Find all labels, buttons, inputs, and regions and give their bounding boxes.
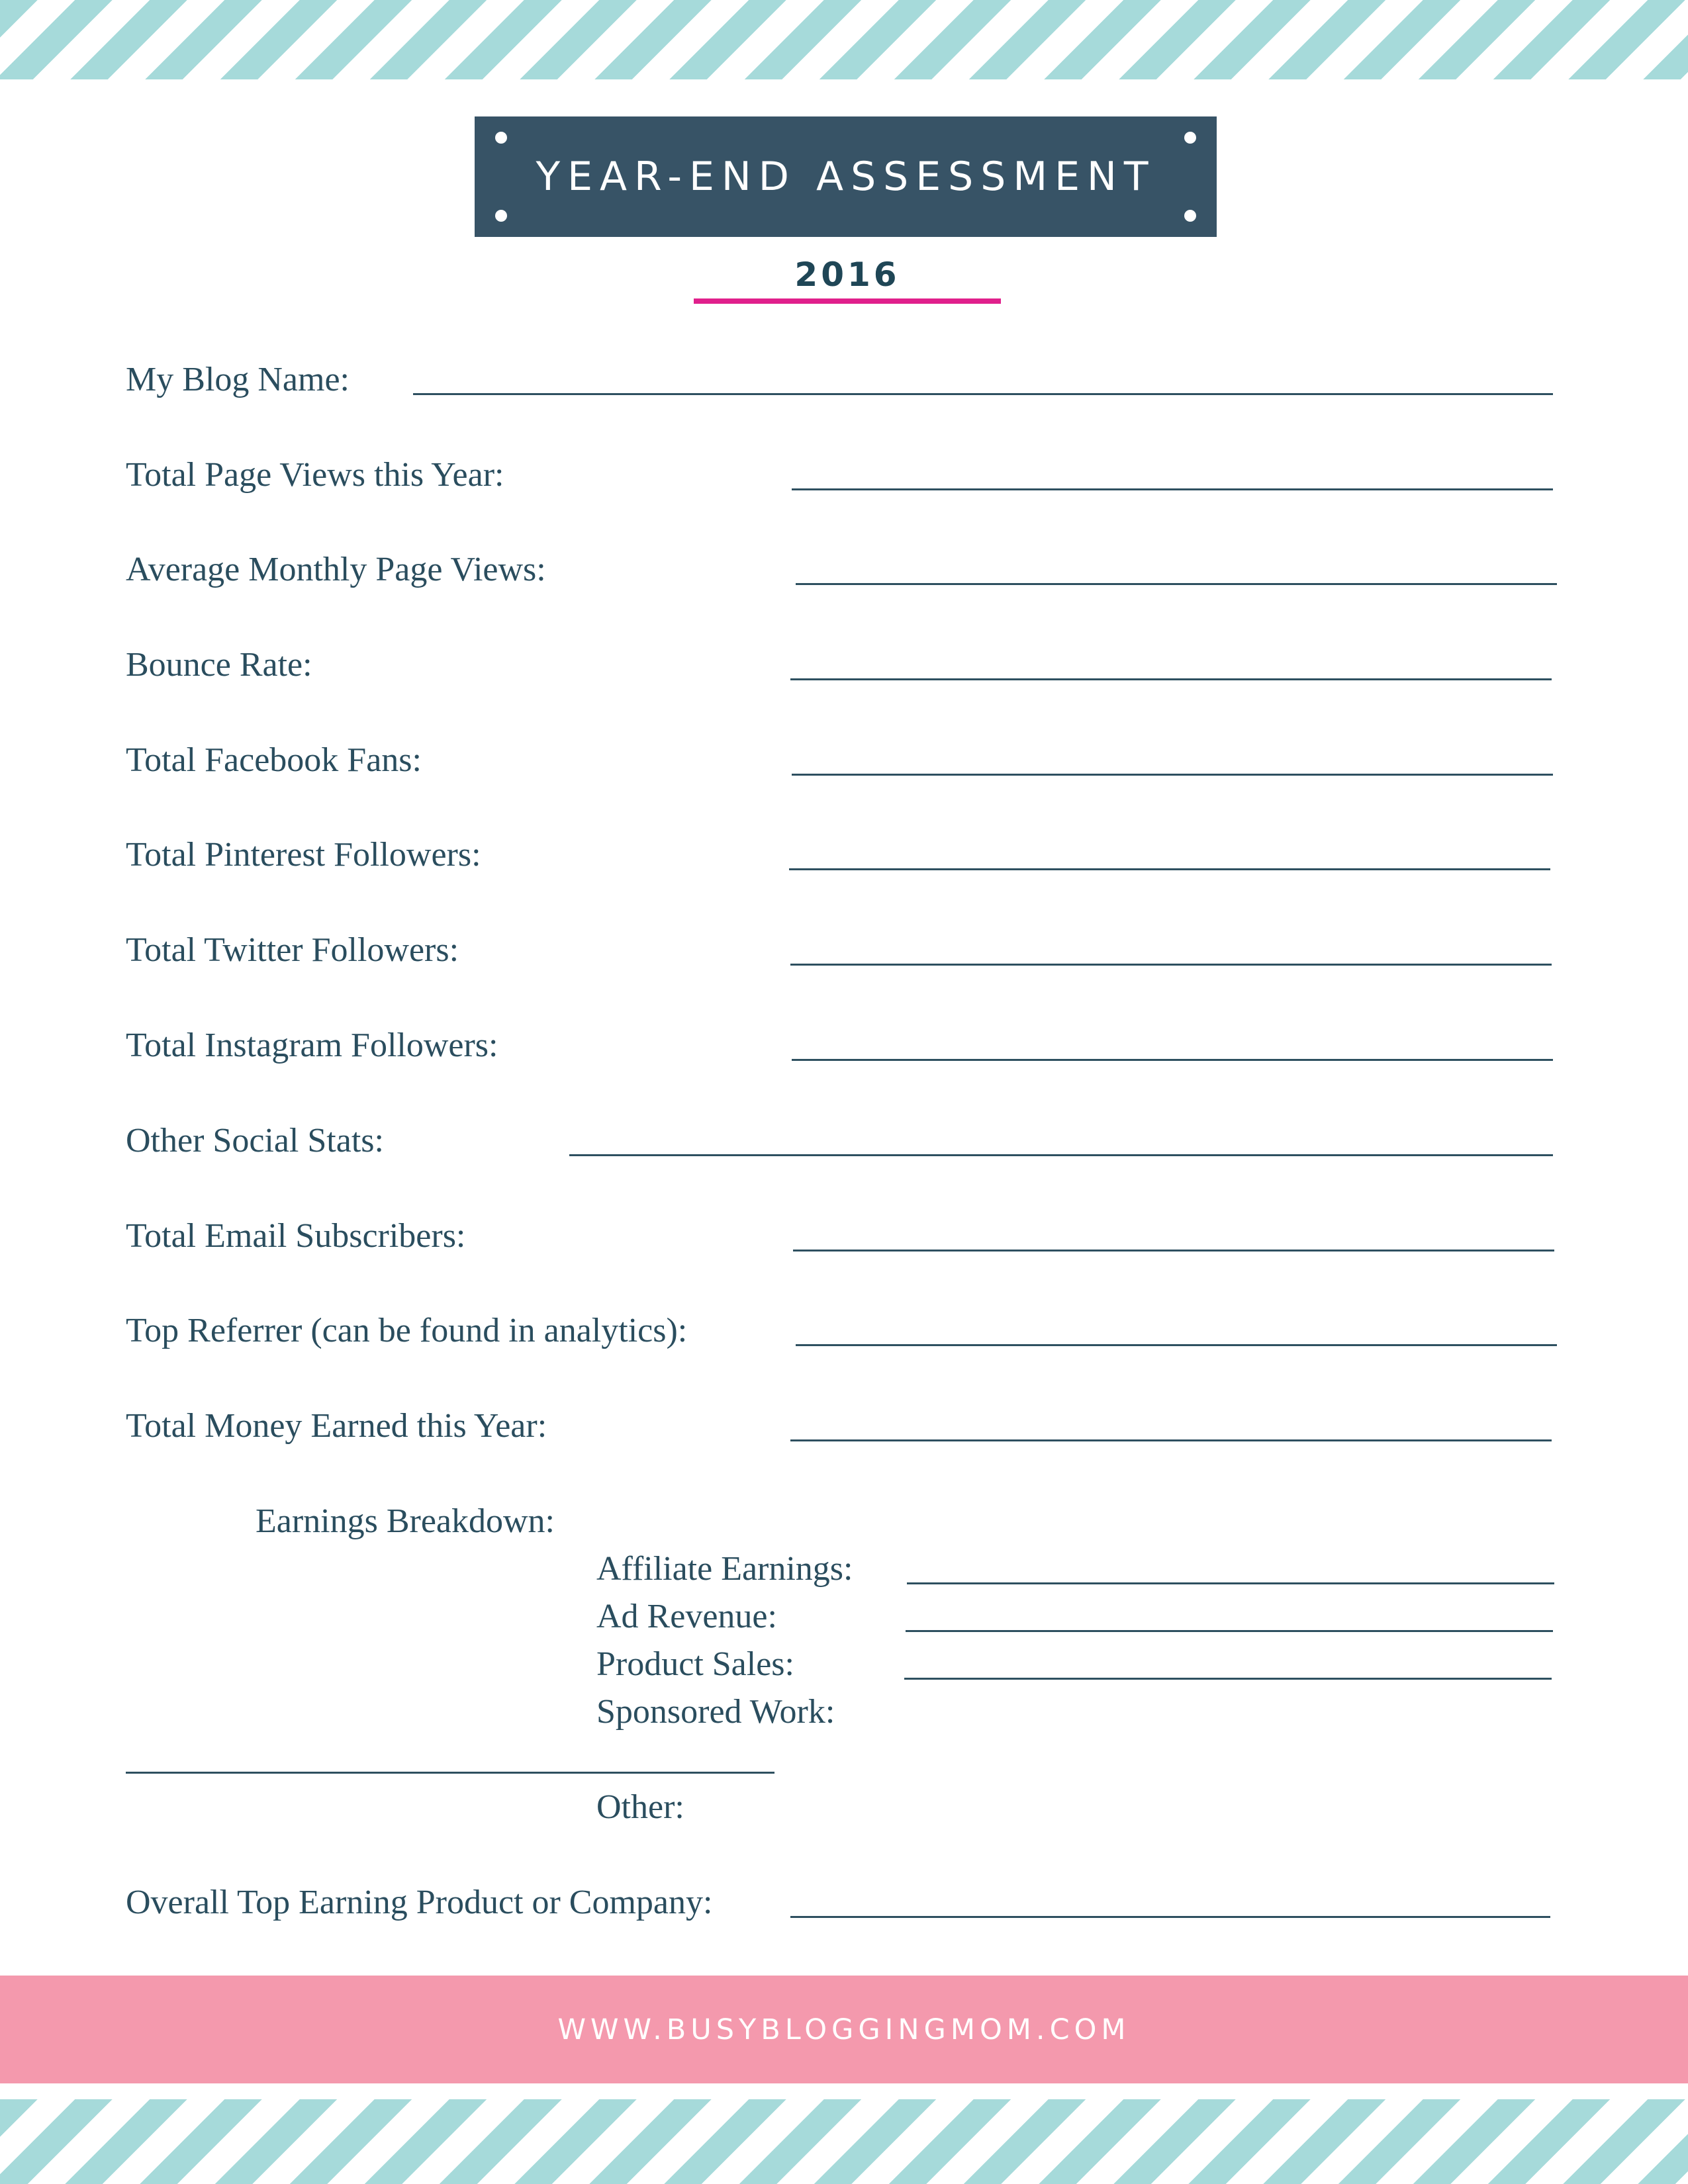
earnings-label-ad-revenue: Ad Revenue: <box>596 1598 777 1635</box>
field-line-money-earned[interactable] <box>790 1439 1552 1441</box>
field-label-pinterest-followers: Total Pinterest Followers: <box>126 836 481 874</box>
earnings-label-affiliate: Affiliate Earnings: <box>596 1550 853 1588</box>
earnings-label-product-sales: Product Sales: <box>596 1645 794 1683</box>
field-line-avg-monthly-views[interactable] <box>796 583 1557 585</box>
corner-dot <box>1184 210 1196 222</box>
corner-dot <box>495 210 507 222</box>
footer-url: WWW.BUSYBLOGGINGMOM.COM <box>557 2013 1131 2046</box>
field-line-blog-name[interactable] <box>413 393 1553 395</box>
field-label-top-earning-product: Overall Top Earning Product or Company: <box>126 1884 713 1921</box>
year-underline <box>694 298 1001 304</box>
field-line-bounce-rate[interactable] <box>790 678 1552 680</box>
field-line-total-page-views[interactable] <box>792 488 1553 490</box>
corner-dot <box>495 132 507 144</box>
field-line-twitter-followers[interactable] <box>790 964 1552 966</box>
earnings-breakdown-heading: Earnings Breakdown: <box>256 1502 555 1540</box>
year-label: 2016 <box>794 255 900 294</box>
field-label-blog-name: My Blog Name: <box>126 361 350 398</box>
field-label-other-social-stats: Other Social Stats: <box>126 1122 384 1160</box>
field-label-instagram-followers: Total Instagram Followers: <box>126 1026 498 1064</box>
field-label-email-subscribers: Total Email Subscribers: <box>126 1217 466 1255</box>
bottom-stripe-border <box>0 2099 1688 2184</box>
field-label-top-referrer: Top Referrer (can be found in analytics): <box>126 1312 688 1349</box>
field-line-pinterest-followers[interactable] <box>789 868 1550 870</box>
field-label-total-page-views: Total Page Views this Year: <box>126 456 504 494</box>
field-line-top-earning-product[interactable] <box>790 1916 1550 1918</box>
top-stripe-border <box>0 0 1688 79</box>
field-label-twitter-followers: Total Twitter Followers: <box>126 931 459 969</box>
earnings-line-sponsored-work[interactable] <box>126 1772 774 1774</box>
field-label-facebook-fans: Total Facebook Fans: <box>126 741 422 779</box>
earnings-line-product-sales[interactable] <box>904 1678 1552 1680</box>
earnings-line-affiliate[interactable] <box>907 1582 1554 1584</box>
field-label-avg-monthly-views: Average Monthly Page Views: <box>126 551 546 588</box>
field-line-email-subscribers[interactable] <box>793 1250 1554 1251</box>
earnings-label-sponsored-work: Sponsored Work: <box>596 1693 835 1731</box>
footer-band <box>0 1976 1688 2083</box>
earnings-line-ad-revenue[interactable] <box>906 1630 1553 1632</box>
field-line-facebook-fans[interactable] <box>792 774 1553 776</box>
field-label-money-earned: Total Money Earned this Year: <box>126 1407 547 1445</box>
field-line-top-referrer[interactable] <box>796 1344 1557 1346</box>
field-line-other-social-stats[interactable] <box>569 1154 1553 1156</box>
earnings-label-other: Other: <box>596 1788 684 1826</box>
title-banner <box>475 116 1217 237</box>
page-title: YEAR-END ASSESSMENT <box>536 154 1156 200</box>
corner-dot <box>1184 132 1196 144</box>
field-label-bounce-rate: Bounce Rate: <box>126 646 312 684</box>
field-line-instagram-followers[interactable] <box>792 1059 1553 1061</box>
